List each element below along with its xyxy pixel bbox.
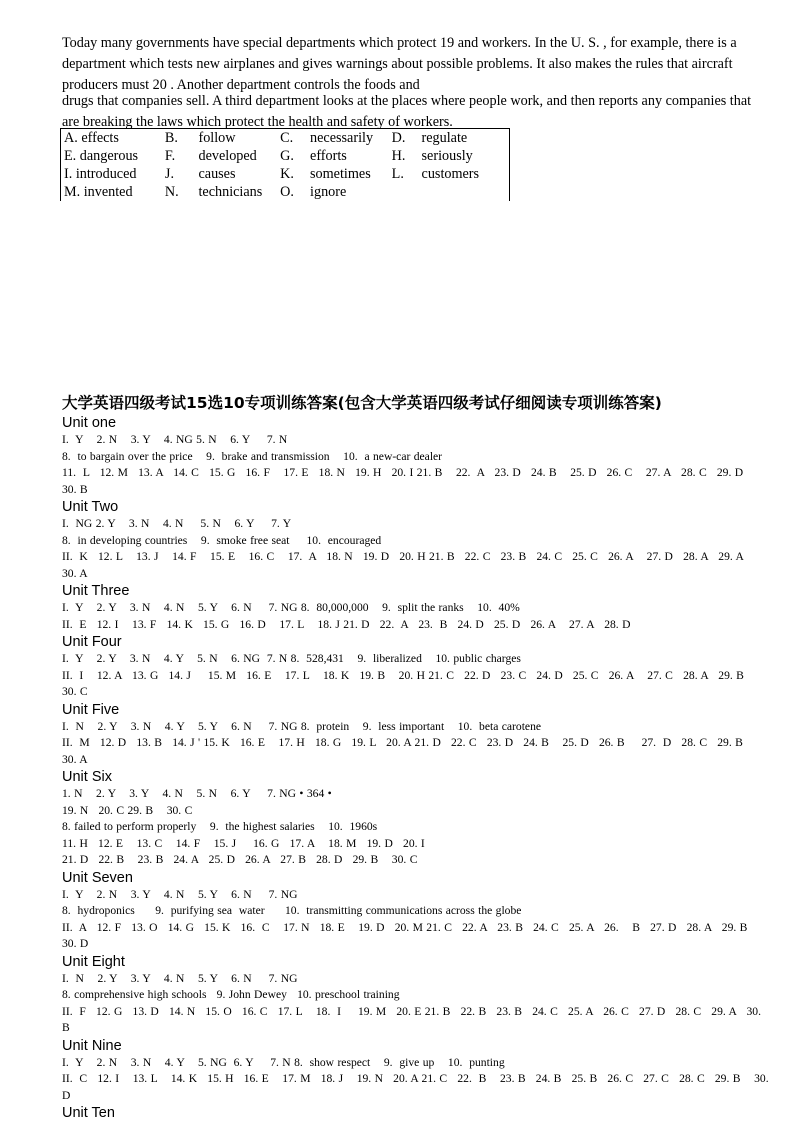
answer-line: 8. to bargain over the price 9. brake and transmission 10. a new-car dealer xyxy=(62,449,443,463)
option-word: regulate xyxy=(419,129,510,148)
answer-line: II. I 12. A 13. G 14. J 15. M 16. E 17. L 18. K 19. B 20. H 21. C 22. D 23. C 24. D 25. C 26. A 27. C 28. A 29. B xyxy=(62,668,744,682)
option-word: M. invented xyxy=(64,184,133,200)
unit-section xyxy=(62,633,762,701)
option-word: customers xyxy=(421,166,480,182)
unit-title: Unit Three xyxy=(62,583,130,599)
option-word: A. effects xyxy=(61,129,162,148)
answer-line: 30. C xyxy=(62,685,88,698)
option-word: causes xyxy=(198,166,236,182)
passage-line: Today many governments have special departments which protect 19 and workers. In the U. S. , for example, there is a xyxy=(62,35,737,51)
answer-line: I. N 2. Y 3. N 4. Y 5. Y 6. N 7. NG 8. protein 9. less important 10. beta carotene xyxy=(62,719,542,733)
option-word: ignore xyxy=(310,184,347,200)
option-letter: L. xyxy=(391,166,404,182)
option-word xyxy=(419,183,510,201)
passage-paragraph-2 xyxy=(62,91,762,133)
option-letter: N. xyxy=(164,184,179,200)
option-word: seriously xyxy=(421,148,473,164)
answer-line: 8. failed to perform properly 9. the highest salaries 10. 1960s xyxy=(62,820,378,833)
answer-line: 30. A xyxy=(62,566,88,580)
answer-line: I. Y 2. N 3. Y 4. NG 5. N 6. Y 7. N xyxy=(62,433,288,446)
option-letter: B. xyxy=(162,129,196,148)
unit-section xyxy=(62,414,762,498)
option-word: technicians xyxy=(198,184,263,200)
option-letter: G. xyxy=(280,148,294,164)
answers-heading: 大学英语四级考试15选10专项训练答案(包含大学英语四级考试仔细阅读专项训练答案) xyxy=(62,394,662,412)
answer-line: I. NG 2. Y 3. N 4. N 5. N 6. Y 7. Y xyxy=(62,517,292,530)
unit-title: Unit one xyxy=(62,415,117,431)
options-row xyxy=(61,183,510,201)
option-word: developed xyxy=(198,148,257,164)
unit-title: Unit Seven xyxy=(62,869,133,886)
unit-title: Unit Two xyxy=(62,499,119,515)
option-letter: C. xyxy=(277,129,307,148)
answer-line: 11. H 12. E 13. C 14. F 15. J 16. G 17. A 18. M 19. D 20. I xyxy=(62,836,425,850)
option-letter: H. xyxy=(391,148,406,164)
option-word: follow xyxy=(195,129,277,148)
answer-line: II. C 12. I 13. L 14. K 15. H 16. E 17. M 18. J 19. N 20. A 21. C 22. B 23. B 24. B 25. B 26. C 27. C 28. C 29. B 30. xyxy=(62,1072,769,1085)
answer-line: II. K 12. L 13. J 14. F 15. E 16. C 17. A 18. N 19. D 20. H 21. B 22. C 23. B 24. C 25. C 26. A 27. D 28. A 29. A xyxy=(62,550,744,563)
option-letter: O. xyxy=(280,184,294,200)
answer-line: I. N 2. Y 3. Y 4. N 5. Y 6. N 7. NG xyxy=(62,971,298,985)
passage-paragraph-1 xyxy=(62,33,762,96)
unit-title: Unit Four xyxy=(62,634,122,650)
options-row xyxy=(61,129,510,148)
answer-key xyxy=(62,414,769,1122)
options-row xyxy=(61,165,510,183)
unit-title: Unit Five xyxy=(62,701,120,718)
unit-section xyxy=(62,768,762,869)
answer-line: 30. B xyxy=(62,482,88,496)
passage-line: are breaking the laws which protect the health and safety of workers. xyxy=(62,114,453,130)
option-letter: J. xyxy=(164,166,174,182)
option-letter: D. xyxy=(389,129,419,148)
unit-section xyxy=(62,701,762,769)
answer-line: 11. L 12. M 13. A 14. C 15. G 16. F 17. E 18. N 19. H 20. I 21. B 22. A 23. D 24. B 25. D 26. C 27. A 28. C 29. D xyxy=(62,466,744,479)
unit-section xyxy=(62,953,762,1037)
answer-line: II. F 12. G 13. D 14. N 15. O 16. C 17. L 18. I 19. M 20. E 21. B 22. B 23. B 24. C 25. A 26. C 27. D 28. C 29. A 30. xyxy=(62,1004,761,1018)
options-table xyxy=(60,128,510,201)
answer-line: B xyxy=(62,1021,70,1034)
answer-line: 21. D 22. B 23. B 24. A 25. D 26. A 27. B 28. D 29. B 30. C xyxy=(62,853,418,866)
passage-line: department which tests new airplanes and gives warnings about possible problems. It also makes the rules that aircraft xyxy=(62,56,733,72)
answer-line: I. Y 2. N 3. Y 4. N 5. Y 6. N 7. NG xyxy=(62,887,298,901)
option-word: I. introduced xyxy=(64,166,137,182)
answer-line: 30. A xyxy=(62,752,88,766)
option-word: E. dangerous xyxy=(64,148,139,164)
answer-line: I. Y 2. Y 3. N 4. Y 5. N 6. NG 7. N 8. 528,431 9. liberalized 10. public charges xyxy=(62,652,521,665)
unit-section xyxy=(62,582,762,633)
answer-line: I. Y 2. Y 3. N 4. N 5. Y 6. N 7. NG 8. 80,000,000 9. split the ranks 10. 40% xyxy=(62,601,520,614)
option-word: sometimes xyxy=(310,166,371,182)
answer-line: 8. comprehensive high schools 9. John Dewey 10. preschool training xyxy=(62,988,400,1001)
unit-section xyxy=(62,1104,762,1122)
unit-title: Unit Eight xyxy=(62,953,125,970)
answer-line: 8. hydroponics 9. purifying sea water 10. transmitting communications across the globe xyxy=(62,904,522,917)
passage-line: producers must 20 . Another department controls the foods and xyxy=(62,77,420,93)
option-word: necessarily xyxy=(307,129,389,148)
answer-line: II. A 12. F 13. O 14. G 15. K 16. C 17. N 18. E 19. D 20. M 21. C 22. A 23. B 24. C 25. A 26. B 27. D 28. A 29. B xyxy=(62,920,748,934)
options-row xyxy=(61,147,510,165)
unit-section xyxy=(62,1037,769,1105)
answer-line: II. M 12. D 13. B 14. J ' 15. K 16. E 17. H 18. G 19. L 20. A 21. D 22. C 23. D 24. B 25. D 26. B 27. D 28. C 29. B xyxy=(62,736,743,749)
answer-line: II. E 12. I 13. F 14. K 15. G 16. D 17. L 18. J 21. D 22. A 23. B 24. D 25. D 26. A 27. A 28. D xyxy=(62,617,631,631)
unit-section xyxy=(62,498,762,582)
option-word: efforts xyxy=(310,148,347,164)
option-letter xyxy=(389,183,419,201)
passage-line: drugs that companies sell. A third department looks at the places where people work, and then reports any companies that xyxy=(62,93,752,109)
option-letter: F. xyxy=(164,148,176,164)
unit-title: Unit Nine xyxy=(62,1037,122,1054)
unit-title: Unit Six xyxy=(62,769,112,785)
answer-line: 30. D xyxy=(62,937,89,950)
unit-title: Unit Ten xyxy=(62,1105,115,1121)
answer-line: D xyxy=(62,1088,71,1102)
option-letter: K. xyxy=(280,166,294,182)
unit-section xyxy=(62,869,762,953)
answer-line: 1. N 2. Y 3. Y 4. N 5. N 6. Y 7. NG • 364 • xyxy=(62,787,332,800)
answer-line: 8. in developing countries 9. smoke free seat 10. encouraged xyxy=(62,533,382,547)
answer-line: 19. N 20. C 29. B 30. C xyxy=(62,803,193,817)
answer-line: I. Y 2. N 3. N 4. Y 5. NG 6. Y 7. N 8. show respect 9. give up 10. punting xyxy=(62,1055,505,1069)
